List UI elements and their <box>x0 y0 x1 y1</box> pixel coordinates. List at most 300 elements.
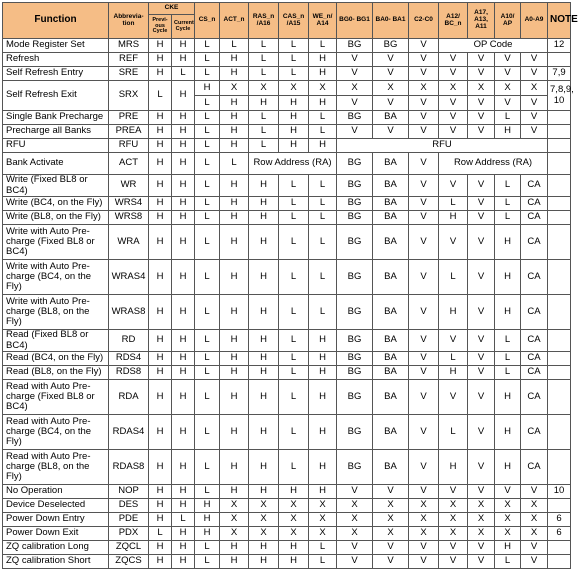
table-cell: L <box>279 415 309 450</box>
table-cell: L <box>279 175 309 197</box>
abbreviation-cell: RDAS8 <box>109 450 149 485</box>
table-row <box>3 197 571 211</box>
note-cell <box>548 541 571 555</box>
table-cell: H <box>220 211 249 225</box>
table-cell: H <box>279 485 309 499</box>
table-cell: H <box>149 352 172 366</box>
table-cell: X <box>439 513 468 527</box>
table-cell: H <box>195 513 220 527</box>
table-cell: H <box>172 153 195 175</box>
table-cell: H <box>149 366 172 380</box>
table-cell: X <box>439 527 468 541</box>
table-cell: L <box>495 330 521 352</box>
table-cell: L <box>195 541 220 555</box>
abbreviation-cell: ZQCL <box>109 541 149 555</box>
table-cell: H <box>309 415 337 450</box>
table-cell: H <box>249 485 279 499</box>
table-cell: H <box>309 96 337 111</box>
table-cell: L <box>195 330 220 352</box>
note-cell <box>548 111 571 125</box>
table-cell: BA <box>373 111 409 125</box>
table-cell: V <box>468 96 495 111</box>
table-cell: X <box>309 499 337 513</box>
table-cell: X <box>337 527 373 541</box>
table-cell: V <box>468 295 495 330</box>
table-cell: V <box>521 111 548 125</box>
table-row <box>3 225 571 260</box>
table-cell: H <box>149 541 172 555</box>
table-cell: X <box>249 527 279 541</box>
table-cell: H <box>249 225 279 260</box>
function-cell: Mode Register Set <box>3 39 109 53</box>
table-cell: H <box>309 67 337 81</box>
table-cell: X <box>468 513 495 527</box>
abbreviation-cell: SRX <box>109 81 149 111</box>
function-cell: Write with Auto Pre-charge (BC4, on the Fly) <box>3 260 109 295</box>
note-cell <box>548 197 571 211</box>
table-cell: V <box>409 555 439 569</box>
header-we-n: WE_n/ A14 <box>309 3 337 39</box>
table-cell: H <box>149 211 172 225</box>
table-cell: X <box>409 527 439 541</box>
table-cell: X <box>309 513 337 527</box>
table-cell: X <box>249 81 279 96</box>
table-cell: H <box>220 352 249 366</box>
table-cell: X <box>337 81 373 96</box>
table-row <box>3 352 571 366</box>
table-cell: V <box>373 555 409 569</box>
table-cell: L <box>195 111 220 125</box>
abbreviation-cell: DES <box>109 499 149 513</box>
note-cell <box>548 225 571 260</box>
table-cell: V <box>409 260 439 295</box>
table-cell: X <box>337 513 373 527</box>
table-cell: X <box>439 499 468 513</box>
table-cell: H <box>249 366 279 380</box>
table-cell: V <box>468 366 495 380</box>
table-cell: H <box>220 485 249 499</box>
table-cell: L <box>195 197 220 211</box>
abbreviation-cell: RDAS4 <box>109 415 149 450</box>
table-row <box>3 555 571 569</box>
table-row <box>3 111 571 125</box>
table-cell: BG <box>337 380 373 415</box>
table-cell: V <box>373 96 409 111</box>
table-cell: X <box>439 81 468 96</box>
table-cell: V <box>409 53 439 67</box>
header-bg: BG0- BG1 <box>337 3 373 39</box>
function-cell: Single Bank Precharge <box>3 111 109 125</box>
table-cell: X <box>495 513 521 527</box>
header-function: Function <box>3 3 109 39</box>
table-cell: H <box>220 225 249 260</box>
table-cell: V <box>521 96 548 111</box>
table-row <box>3 450 571 485</box>
table-row <box>3 485 571 499</box>
table-cell: L <box>279 380 309 415</box>
table-cell: V <box>468 53 495 67</box>
table-cell: H <box>439 450 468 485</box>
header-act-n: ACT_n <box>220 3 249 39</box>
table-cell: L <box>439 260 468 295</box>
table-cell: L <box>195 211 220 225</box>
table-cell: V <box>495 96 521 111</box>
function-cell: Self Refresh Exit <box>3 81 109 111</box>
table-cell: CA <box>521 211 548 225</box>
function-cell: Device Deselected <box>3 499 109 513</box>
table-cell: H <box>309 139 337 153</box>
table-cell: L <box>195 139 220 153</box>
note-cell <box>548 175 571 197</box>
table-cell: H <box>249 295 279 330</box>
abbreviation-cell: ZQCS <box>109 555 149 569</box>
table-cell: BA <box>373 295 409 330</box>
table-cell: V <box>439 111 468 125</box>
function-cell: Power Down Exit <box>3 527 109 541</box>
function-cell: Write (BC4, on the Fly) <box>3 197 109 211</box>
table-cell: H <box>279 139 309 153</box>
table-cell: H <box>309 53 337 67</box>
table-cell: L <box>279 352 309 366</box>
table-cell: CA <box>521 366 548 380</box>
table-cell: H <box>495 380 521 415</box>
abbreviation-cell: MRS <box>109 39 149 53</box>
table-cell: H <box>220 197 249 211</box>
table-cell: H <box>172 260 195 295</box>
table-cell: V <box>337 485 373 499</box>
table-row <box>3 295 571 330</box>
table-cell: V <box>521 541 548 555</box>
abbreviation-cell: RDS8 <box>109 366 149 380</box>
table-cell: L <box>279 39 309 53</box>
table-cell: X <box>309 527 337 541</box>
table-cell: H <box>149 153 172 175</box>
header-abbreviation: Abbrevia-tion <box>109 3 149 39</box>
table-cell: V <box>439 53 468 67</box>
table-row <box>3 175 571 197</box>
table-cell: H <box>149 139 172 153</box>
table-cell: H <box>149 295 172 330</box>
abbreviation-cell: PDX <box>109 527 149 541</box>
table-cell: V <box>468 380 495 415</box>
table-cell: BA <box>373 153 409 175</box>
table-cell: V <box>468 175 495 197</box>
table-cell: CA <box>521 175 548 197</box>
table-cell: BG <box>337 415 373 450</box>
table-cell: L <box>279 330 309 352</box>
table-cell: X <box>279 81 309 96</box>
table-cell: H <box>279 96 309 111</box>
table-cell: V <box>439 380 468 415</box>
table-cell: BG <box>337 260 373 295</box>
table-cell: X <box>373 499 409 513</box>
table-cell: X <box>279 527 309 541</box>
table-cell: L <box>195 366 220 380</box>
table-cell: V <box>468 197 495 211</box>
table-cell: H <box>172 555 195 569</box>
table-cell: H <box>220 53 249 67</box>
table-cell: BA <box>373 225 409 260</box>
table-cell: X <box>495 499 521 513</box>
header-a0-a9: A0-A9 <box>521 3 548 39</box>
table-cell: H <box>249 175 279 197</box>
table-cell: H <box>149 53 172 67</box>
table-row <box>3 81 571 96</box>
table-cell: L <box>495 211 521 225</box>
table-cell: X <box>495 81 521 96</box>
table-cell: H <box>279 541 309 555</box>
function-cell: Power Down Entry <box>3 513 109 527</box>
table-cell: L <box>220 153 249 175</box>
table-cell: V <box>521 67 548 81</box>
table-cell: H <box>279 111 309 125</box>
abbreviation-cell: RDS4 <box>109 352 149 366</box>
table-cell: X <box>249 513 279 527</box>
abbreviation-cell: PDE <box>109 513 149 527</box>
table-row <box>3 153 571 175</box>
table-cell: H <box>309 366 337 380</box>
table-cell: H <box>172 527 195 541</box>
table-cell: L <box>149 81 172 111</box>
table-cell: BA <box>373 211 409 225</box>
table-cell: H <box>220 96 249 111</box>
table-cell: H <box>172 499 195 513</box>
table-row <box>3 211 571 225</box>
table-cell: V <box>409 225 439 260</box>
abbreviation-cell: WRAS8 <box>109 295 149 330</box>
table-cell: V <box>468 352 495 366</box>
table-cell: V <box>337 125 373 139</box>
table-cell: H <box>220 380 249 415</box>
table-cell: L <box>279 53 309 67</box>
note-cell <box>548 139 571 153</box>
table-cell: H <box>172 380 195 415</box>
table-cell: H <box>149 111 172 125</box>
table-cell: H <box>172 53 195 67</box>
table-cell: H <box>149 380 172 415</box>
table-cell: L <box>195 450 220 485</box>
table-cell: X <box>220 513 249 527</box>
table-cell: BA <box>373 366 409 380</box>
table-row <box>3 53 571 67</box>
span-cell: RFU <box>337 139 548 153</box>
table-cell: L <box>309 211 337 225</box>
table-cell: V <box>468 415 495 450</box>
table-cell: L <box>195 53 220 67</box>
table-cell: X <box>521 513 548 527</box>
table-cell: V <box>409 352 439 366</box>
table-cell: X <box>373 527 409 541</box>
table-cell: H <box>149 415 172 450</box>
table-cell: V <box>439 125 468 139</box>
table-cell: H <box>172 197 195 211</box>
header-ras-n: RAS_n /A16 <box>249 3 279 39</box>
header-note: NOTE <box>548 3 571 39</box>
table-cell: V <box>373 53 409 67</box>
table-cell: H <box>172 39 195 53</box>
table-cell: L <box>495 111 521 125</box>
command-truth-table-container <box>2 2 578 569</box>
function-cell: Read (BC4, on the Fly) <box>3 352 109 366</box>
note-cell <box>548 450 571 485</box>
table-cell: BG <box>337 352 373 366</box>
table-cell: H <box>172 366 195 380</box>
note-cell <box>548 295 571 330</box>
table-cell: H <box>439 295 468 330</box>
table-cell: L <box>309 555 337 569</box>
table-cell: L <box>195 225 220 260</box>
table-cell: CA <box>521 330 548 352</box>
table-cell: L <box>195 380 220 415</box>
table-cell: H <box>220 366 249 380</box>
table-cell: V <box>337 67 373 81</box>
table-cell: V <box>468 125 495 139</box>
table-cell: CA <box>521 225 548 260</box>
table-cell: BA <box>373 415 409 450</box>
function-cell: RFU <box>3 139 109 153</box>
table-cell: V <box>521 485 548 499</box>
note-cell <box>548 555 571 569</box>
table-cell: X <box>220 499 249 513</box>
table-cell: H <box>220 139 249 153</box>
note-cell <box>548 211 571 225</box>
abbreviation-cell: WR <box>109 175 149 197</box>
table-cell: H <box>149 175 172 197</box>
table-cell: V <box>439 96 468 111</box>
table-cell: BA <box>373 175 409 197</box>
table-cell: H <box>495 295 521 330</box>
table-cell: H <box>495 541 521 555</box>
table-cell: L <box>309 111 337 125</box>
header-a17-a13-a11: A17, A13, A11 <box>468 3 495 39</box>
table-cell: L <box>309 541 337 555</box>
table-row <box>3 125 571 139</box>
table-cell: V <box>409 111 439 125</box>
table-cell: H <box>495 125 521 139</box>
note-cell <box>548 125 571 139</box>
table-cell: L <box>495 197 521 211</box>
table-cell: H <box>249 330 279 352</box>
abbreviation-cell: RDA <box>109 380 149 415</box>
header-cke-previous: Previ-ous Cycle <box>149 15 172 39</box>
table-cell: L <box>220 39 249 53</box>
table-cell: L <box>495 352 521 366</box>
table-cell: H <box>439 366 468 380</box>
table-cell: V <box>439 225 468 260</box>
note-cell <box>548 415 571 450</box>
table-cell: BG <box>337 175 373 197</box>
table-cell: L <box>195 415 220 450</box>
note-cell <box>548 499 571 513</box>
note-cell <box>548 330 571 352</box>
table-cell: V <box>409 380 439 415</box>
table-body <box>3 39 574 569</box>
table-cell: BG <box>337 330 373 352</box>
table-cell: L <box>279 450 309 485</box>
table-cell: L <box>309 125 337 139</box>
abbreviation-cell: WRA <box>109 225 149 260</box>
note-cell <box>548 380 571 415</box>
table-cell: H <box>309 330 337 352</box>
header-a12-bc-n: A12/ BC_n <box>439 3 468 39</box>
table-cell: H <box>172 415 195 450</box>
table-cell: H <box>149 330 172 352</box>
table-cell: BG <box>337 153 373 175</box>
table-cell: H <box>309 485 337 499</box>
table-cell: H <box>220 260 249 295</box>
table-cell: X <box>409 513 439 527</box>
table-cell: V <box>468 485 495 499</box>
note-cell: 12 <box>548 39 571 53</box>
table-cell: L <box>495 555 521 569</box>
table-cell: H <box>249 415 279 450</box>
note-cell <box>548 260 571 295</box>
table-cell: BG <box>337 197 373 211</box>
table-cell: CA <box>521 260 548 295</box>
table-cell: BG <box>337 39 373 53</box>
table-cell: V <box>439 330 468 352</box>
table-row <box>3 67 571 81</box>
table-cell: X <box>373 513 409 527</box>
header-ba: BA0- BA1 <box>373 3 409 39</box>
table-cell: L <box>279 197 309 211</box>
table-row <box>3 330 571 352</box>
function-cell: No Operation <box>3 485 109 499</box>
table-row <box>3 527 571 541</box>
table-cell: H <box>220 541 249 555</box>
table-cell: BA <box>373 380 409 415</box>
table-cell: L <box>439 415 468 450</box>
table-cell: H <box>172 211 195 225</box>
table-cell: BG <box>337 211 373 225</box>
table-cell: H <box>172 450 195 485</box>
note-cell <box>548 53 571 67</box>
table-cell: L <box>439 197 468 211</box>
table-cell: X <box>249 499 279 513</box>
note-cell: 7,9 <box>548 67 571 81</box>
table-cell: X <box>409 81 439 96</box>
table-cell: X <box>220 527 249 541</box>
note-cell: 6 <box>548 513 571 527</box>
table-row <box>3 541 571 555</box>
table-cell: H <box>249 450 279 485</box>
table-cell: X <box>495 527 521 541</box>
table-cell: L <box>249 53 279 67</box>
header-c2-c0: C2-C0 <box>409 3 439 39</box>
table-cell: V <box>409 485 439 499</box>
function-cell: ZQ calibration Short <box>3 555 109 569</box>
table-cell: V <box>439 541 468 555</box>
table-cell: L <box>249 67 279 81</box>
table-row <box>3 415 571 450</box>
table-cell: V <box>409 295 439 330</box>
table-cell: V <box>468 330 495 352</box>
command-truth-table <box>2 2 578 569</box>
table-cell: H <box>172 81 195 111</box>
table-cell: H <box>249 96 279 111</box>
table-cell: H <box>220 125 249 139</box>
table-cell: V <box>409 96 439 111</box>
table-cell: L <box>195 485 220 499</box>
table-cell: L <box>279 260 309 295</box>
table-cell: L <box>195 260 220 295</box>
table-cell: BA <box>373 197 409 211</box>
table-cell: H <box>279 555 309 569</box>
table-cell: V <box>468 225 495 260</box>
table-cell: H <box>172 111 195 125</box>
abbreviation-cell: WRS8 <box>109 211 149 225</box>
table-cell: L <box>279 67 309 81</box>
